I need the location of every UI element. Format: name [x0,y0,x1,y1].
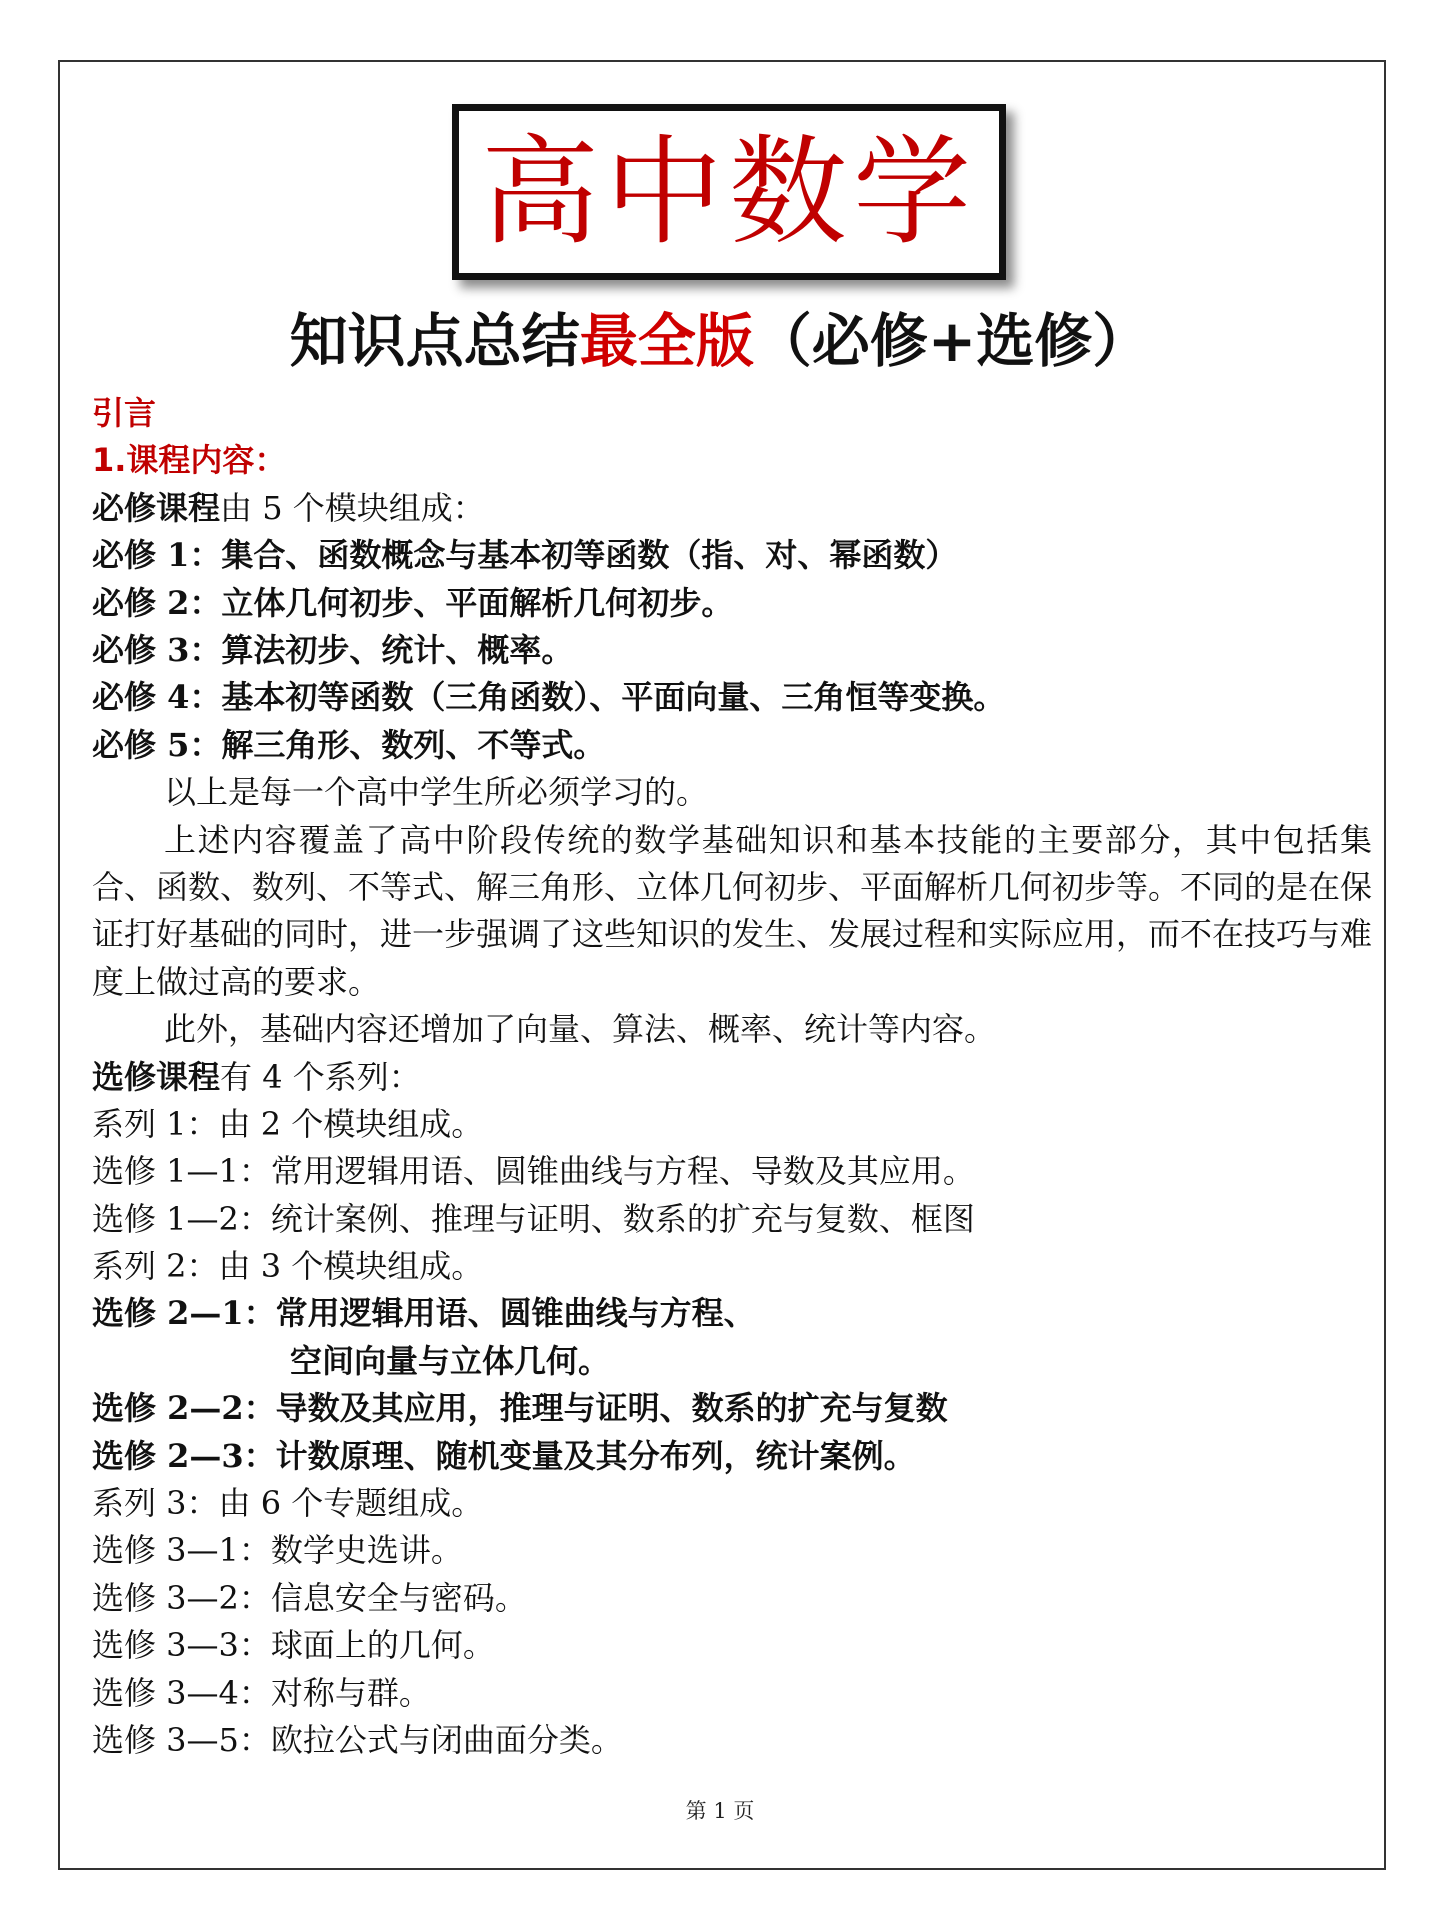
series-heading: 系列 1：由 2 个模块组成。 [92,1104,484,1143]
elective-item: 选修 1—1：常用逻辑用语、圆锥曲线与方程、导数及其应用。 [92,1152,975,1191]
elective-lead-bold: 选修课程 [92,1057,221,1096]
elective-item: 选修 3—4：对称与群。 [92,1673,431,1712]
elective-item: 选修 3—5：欧拉公式与闭曲面分类。 [92,1721,623,1759]
elective-item: 选修 2—2：导数及其应用，推理与证明、数系的扩充与复数 [92,1389,948,1428]
subtitle-part1: 知识点总结 [289,307,580,375]
elective-item: 选修 1—2：统计案例、推理与证明、数系的扩充与复数、框图 [92,1199,975,1238]
elective-lead [92,1054,1372,1101]
elective-lead-rest: 有 4 个系列： [220,1057,421,1096]
title-box [452,104,1006,280]
paragraph: 以上是每一个高中学生所必须学习的。 [164,773,709,812]
page-title: 高中数学 [480,123,977,261]
required-module: 必修 4：基本初等函数（三角函数）、平面向量、三角恒等变换。 [92,678,1006,717]
series-heading: 系列 3：由 6 个专题组成。 [92,1484,484,1523]
paragraph: 上述内容覆盖了高中阶段传统的数学基础知识和基本技能的主要部分，其中包括集合、函数、数列、不等式、解三角形、立体几何初步、平面解析几何初步等。不同的是在保证打好基础的同时，进一步强调了这些知识的发生、发展过程和实际应用，而不在技巧与难度上做过高的要求。 [92,820,1373,1001]
elective-item: 选修 2—1：常用逻辑用语、圆锥曲线与方程、 [92,1294,756,1333]
required-module: 必修 5：解三角形、数列、不等式。 [92,725,606,764]
elective-item: 选修 3—3：球面上的几何。 [92,1626,495,1665]
document-body [92,390,1372,1764]
subtitle [0,307,1440,375]
required-lead [92,485,1372,532]
required-module: 必修 1：集合、函数概念与基本初等函数（指、对、幂函数） [92,536,958,575]
intro-heading: 引言 [92,394,157,432]
elective-item: 选修 2—3：计数原理、随机变量及其分布列，统计案例。 [92,1436,916,1475]
subtitle-part3: （必修+选修） [753,307,1151,375]
series-heading: 系列 2：由 3 个模块组成。 [92,1247,484,1286]
required-module: 必修 3：算法初步、统计、概率。 [92,630,574,669]
subtitle-accent: 最全版 [579,307,754,375]
required-module: 必修 2：立体几何初步、平面解析几何初步。 [92,583,734,622]
page-number: 第 1 页 [685,1799,755,1823]
elective-item: 选修 3—1：数学史选讲。 [92,1531,463,1570]
section-heading: 1.课程内容： [92,441,287,480]
elective-item-continuation: 空间向量与立体几何。 [290,1341,611,1380]
required-lead-rest: 由 5 个模块组成： [220,488,485,527]
elective-item: 选修 3—2：信息安全与密码。 [92,1578,527,1617]
paragraph: 此外，基础内容还增加了向量、算法、概率、统计等内容。 [164,1010,997,1049]
required-lead-bold: 必修课程 [92,488,221,527]
